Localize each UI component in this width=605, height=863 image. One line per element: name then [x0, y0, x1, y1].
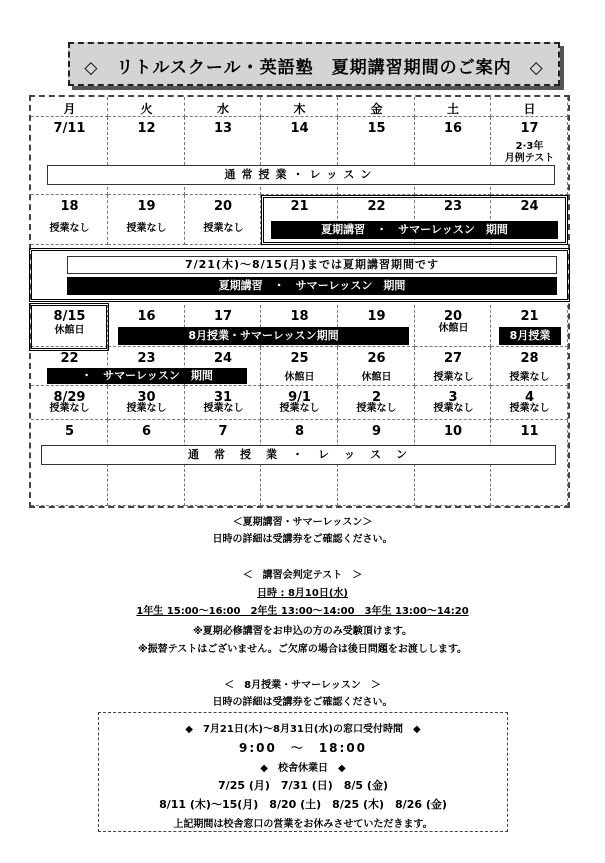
- summer-lesson-bar: ・ サマーレッスン 期間: [47, 368, 247, 384]
- day-number: 21: [520, 309, 539, 324]
- test-note-1: ※夏期必修講習をお申込の方のみ受験頂けます。: [193, 626, 412, 637]
- weekday-label: 土: [446, 102, 459, 116]
- regular-class-bar: 通常授業・レッスン: [47, 165, 555, 185]
- day-number: 25: [290, 351, 309, 366]
- day-number: 17: [213, 309, 233, 324]
- summer-banner-line1: 7/21(木)～8/15(月)までは夏期講習期間です: [67, 256, 557, 274]
- holiday-title: ◆ 校舎休業日 ◆: [260, 763, 346, 774]
- day-number: 16: [443, 121, 463, 136]
- no-class-label: 授業なし: [49, 223, 90, 234]
- closed-label: 休館日: [54, 325, 85, 336]
- day-number: 8/15: [53, 309, 86, 324]
- day-number: 8: [294, 424, 305, 439]
- section1-heading: ＜夏期講習・サマーレッスン＞: [232, 517, 373, 528]
- office-hours-time: 9:00 ～ 18:00: [238, 741, 368, 755]
- no-class-label: 授業なし: [49, 403, 90, 414]
- no-class-label: 授業なし: [126, 403, 167, 414]
- day-number: 3: [448, 390, 458, 405]
- day-number: 26: [367, 351, 386, 366]
- weekday-label: 水: [216, 102, 229, 116]
- closed-label: 休館日: [284, 372, 315, 383]
- day-number: 20: [443, 309, 463, 324]
- august-class-bar: 8月授業・サマーレッスン期間: [118, 327, 409, 345]
- holiday-dates-1: 7/25 (月) 7/31 (日) 8/5 (金): [218, 779, 388, 792]
- holiday-note: 上記期間は校舎窓口の営業をお休みさせていただきます。: [173, 819, 433, 830]
- holiday-dates-2: 8/11 (木)～15(月) 8/20 (土) 8/25 (木) 8/26 (金): [159, 798, 447, 811]
- weekday-label: 火: [140, 102, 153, 116]
- day-number: 28: [520, 351, 539, 366]
- no-class-label: 授業なし: [203, 223, 244, 234]
- no-class-label: 授業なし: [509, 403, 550, 414]
- august-class-sun-bar: 8月授業: [499, 327, 561, 345]
- day-number: 6: [141, 424, 152, 439]
- day-number: 12: [137, 121, 156, 136]
- day-number: 23: [443, 199, 463, 214]
- office-hours-box: [98, 712, 508, 832]
- day-number: 2: [371, 390, 382, 405]
- day-number: 7/11: [53, 121, 86, 136]
- day-number: 31: [213, 390, 233, 405]
- day-number: 24: [520, 199, 539, 214]
- day-number: 11: [520, 424, 539, 439]
- weekday-label: 月: [63, 102, 76, 116]
- weekday-label: 金: [370, 102, 383, 116]
- day-number: 4: [524, 390, 535, 405]
- test-date: 日時 : 8月10日(水): [257, 588, 348, 599]
- no-class-label: 授業なし: [433, 372, 474, 383]
- page-title: ◇ リトルスクール・英語塾 夏期講習期間のご案内 ◇: [84, 58, 544, 78]
- day-number: 22: [60, 351, 79, 366]
- day-number: 24: [213, 351, 233, 366]
- day-number: 5: [64, 424, 75, 439]
- no-class-label: 授業なし: [126, 223, 167, 234]
- no-class-label: 授業なし: [356, 403, 397, 414]
- section3-detail: 日時の詳細は受講券をご確認ください。: [212, 697, 393, 708]
- closed-label: 休館日: [361, 372, 392, 383]
- day-number: 22: [367, 199, 386, 214]
- day-number: 16: [137, 309, 156, 324]
- day-number: 30: [137, 390, 156, 405]
- section3-heading: ＜ 8月授業・サマーレッスン ＞: [224, 680, 381, 691]
- weekday-label: 木: [293, 102, 306, 116]
- weekday-label: 日: [523, 102, 536, 116]
- no-class-label: 授業なし: [203, 403, 244, 414]
- day-number: 15: [367, 121, 386, 136]
- day-number: 18: [290, 309, 309, 324]
- day-number: 9/1: [288, 390, 311, 405]
- day-number: 7: [218, 424, 228, 439]
- regular-class-bar-2: 通 常 授 業 ・ レ ッ ス ン: [41, 445, 556, 465]
- summer-period-bar: 夏期講習 ・ サマーレッスン 期間: [271, 221, 558, 239]
- day-number: 13: [213, 121, 233, 136]
- day-number: 20: [213, 199, 233, 214]
- day-number: 19: [137, 199, 156, 214]
- no-class-label: 授業なし: [509, 372, 550, 383]
- day-number: 23: [137, 351, 156, 366]
- test-note-2: ※振替テストはございません。ご欠席の場合は後日問題をお渡しします。: [137, 644, 468, 655]
- day-number: 17: [520, 121, 539, 136]
- title-banner: [68, 42, 560, 86]
- closed-label: 休館日: [438, 323, 469, 334]
- no-class-label: 授業なし: [279, 403, 320, 414]
- calendar: [29, 95, 570, 508]
- test-times: 1年生 15:00～16:00 2年生 13:00～14:00 3年生 13:00～14:20: [136, 606, 469, 617]
- section1-detail: 日時の詳細は受講券をご確認ください。: [212, 534, 393, 545]
- day-number: 9: [371, 424, 382, 439]
- day-number: 14: [290, 121, 309, 136]
- day-number: 19: [367, 309, 386, 324]
- monthly-test-note: 2·3年 月例テスト: [504, 141, 555, 164]
- section2-heading: ＜ 講習会判定テスト ＞: [242, 570, 363, 581]
- summer-banner-line2: 夏期講習 ・ サマーレッスン 期間: [67, 277, 557, 295]
- day-number: 21: [290, 199, 309, 214]
- office-hours-title: ◆ 7月21日(木)～8月31日(水)の窓口受付時間 ◆: [185, 724, 421, 735]
- day-number: 10: [443, 424, 463, 439]
- day-number: 27: [443, 351, 463, 366]
- day-number: 8/29: [53, 390, 86, 405]
- no-class-label: 授業なし: [433, 403, 474, 414]
- day-number: 18: [60, 199, 79, 214]
